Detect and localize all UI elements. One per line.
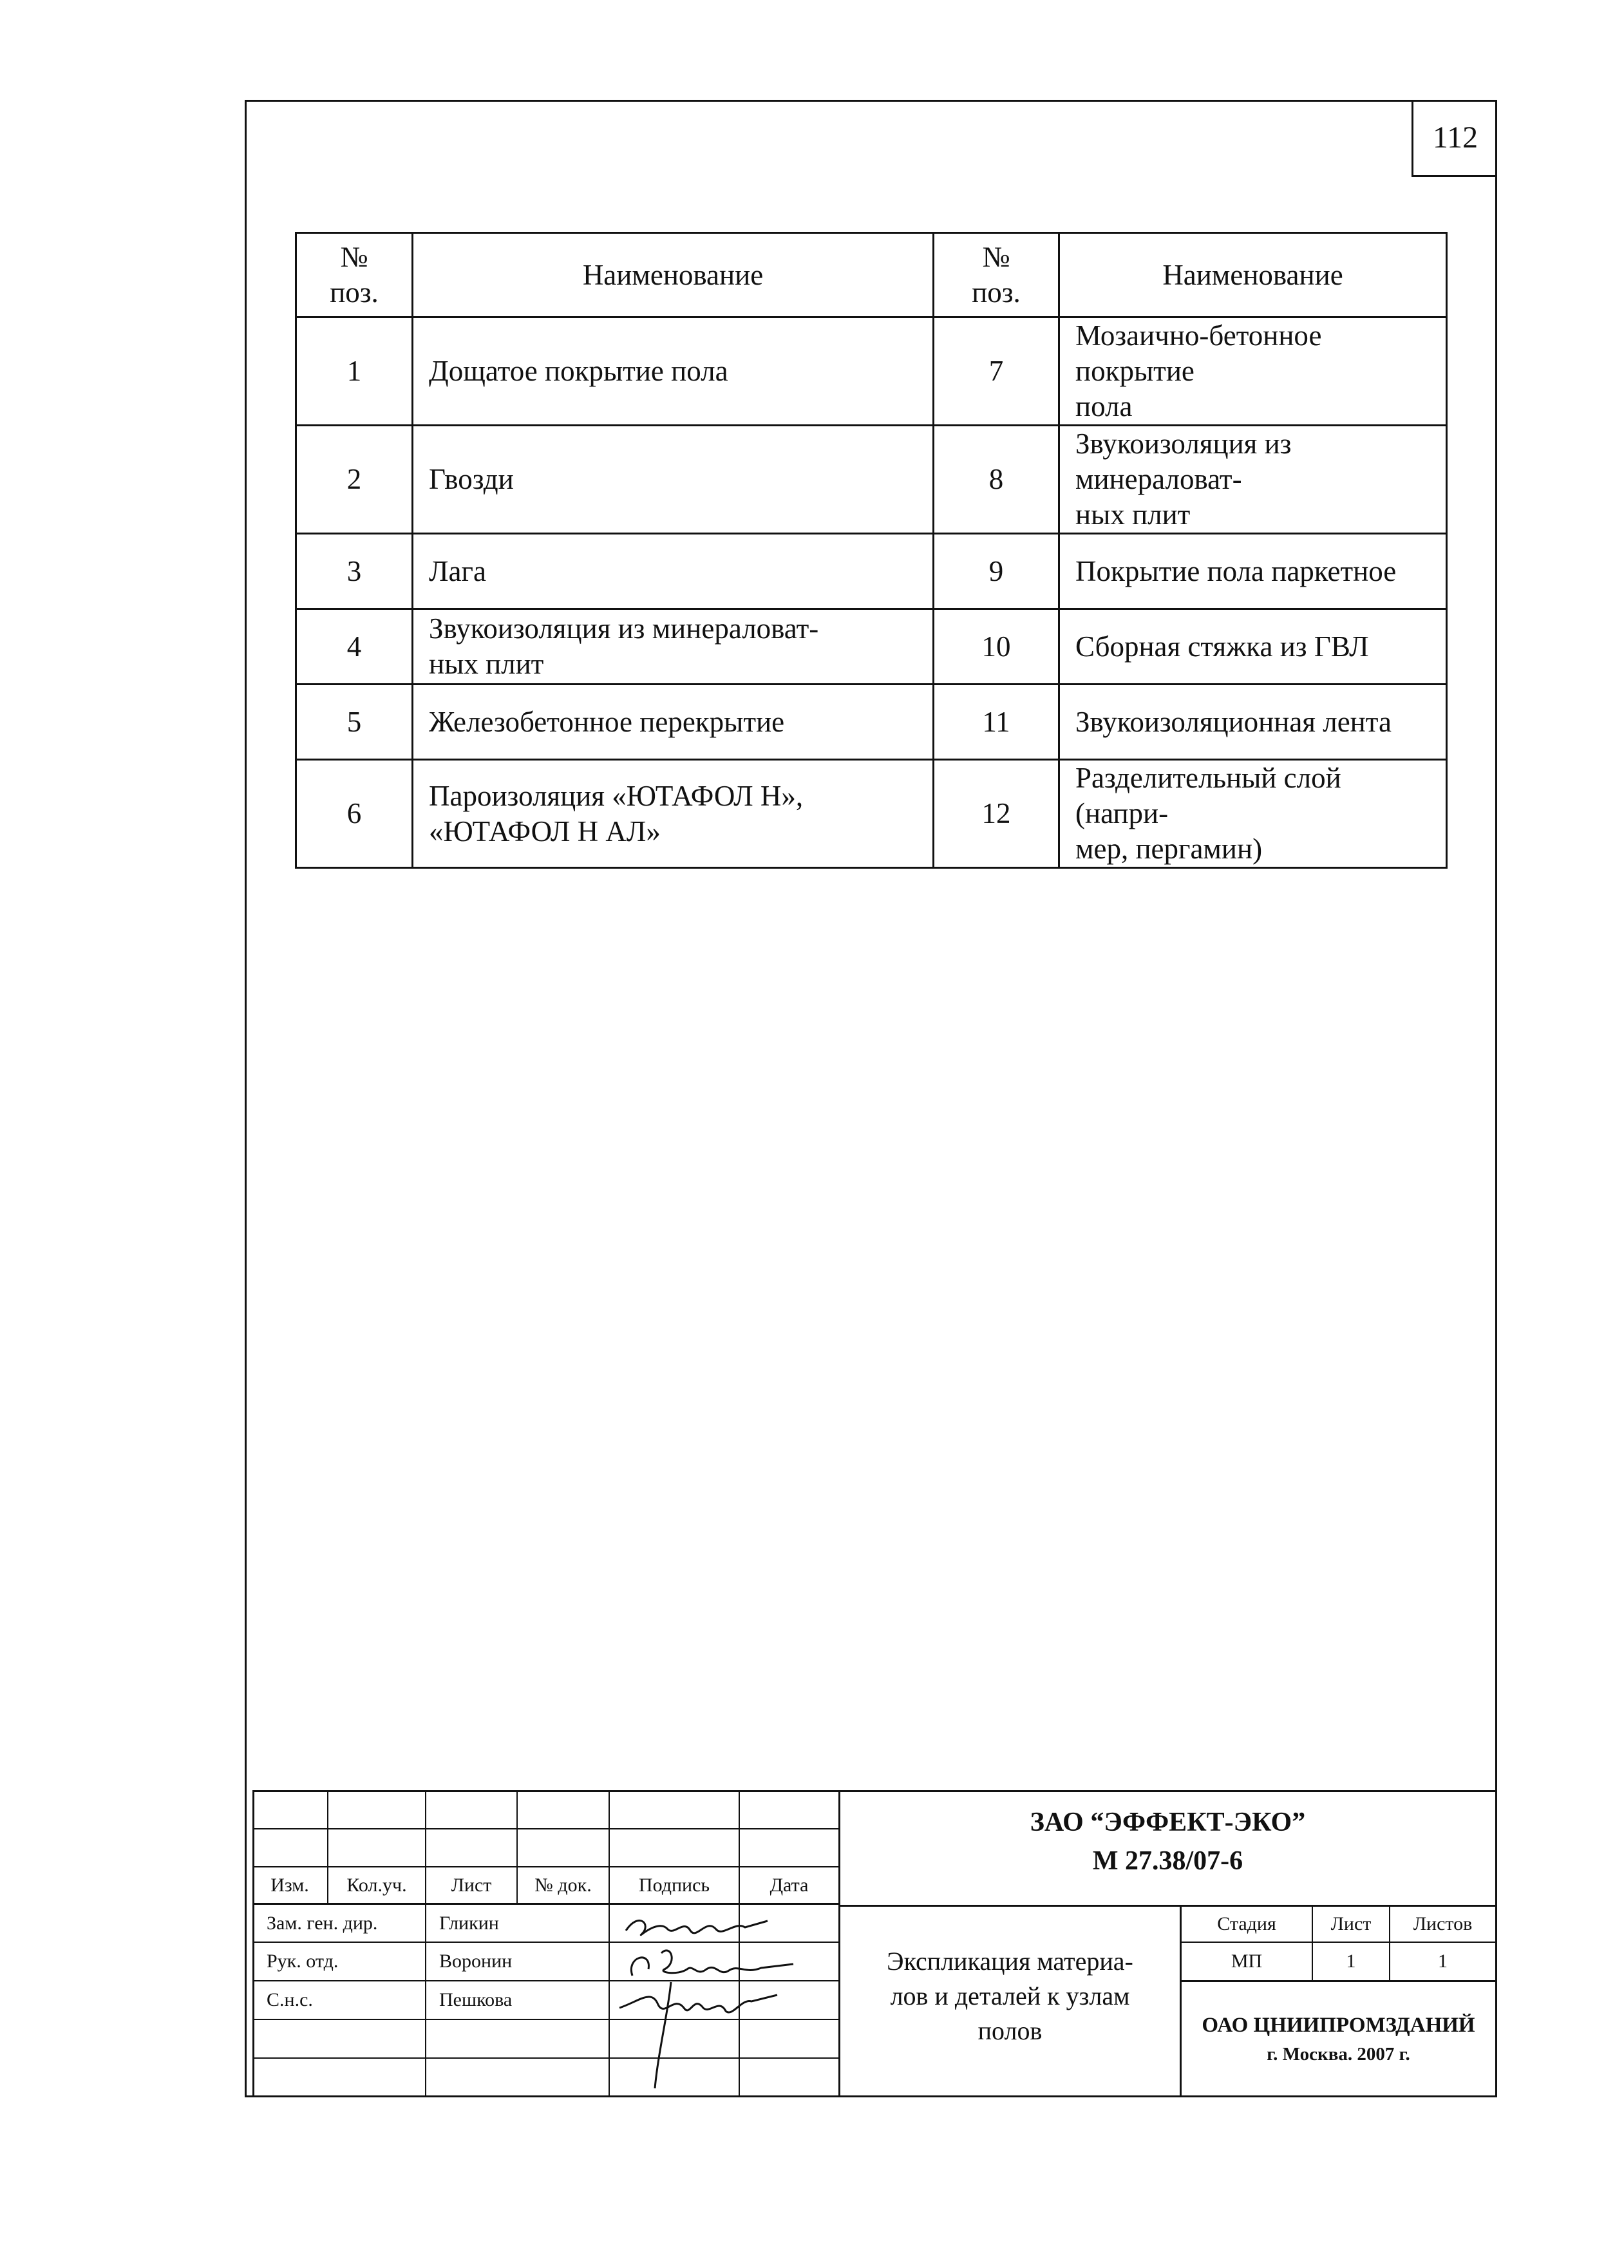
role-1: Зам. ген. дир. xyxy=(267,1912,378,1934)
role-2: Рук. отд. xyxy=(267,1951,339,1972)
col-izm: Изм. xyxy=(270,1874,309,1896)
grid-line xyxy=(1180,1980,1497,1982)
name-2: Воронин xyxy=(439,1951,513,1972)
table-row xyxy=(296,685,1447,760)
name-cell: Лага xyxy=(413,534,934,609)
name-cell: Дощатое покрытие пола xyxy=(413,317,934,426)
document-title: Экспликация материа- лов и деталей к узлам полов xyxy=(887,1947,1133,2045)
pos-cell: 4 xyxy=(296,609,413,685)
stamp-border-top xyxy=(252,1790,1497,1792)
sheet-value: 1 xyxy=(1346,1951,1356,1972)
header-name-right: Наименование xyxy=(1059,233,1447,317)
pos-cell: 10 xyxy=(934,609,1059,685)
table-row xyxy=(296,760,1447,868)
table-row xyxy=(296,426,1447,534)
col-doc-no: № док. xyxy=(534,1874,592,1896)
stage-value: МП xyxy=(1231,1951,1263,1972)
company-name: ЗАО “ЭФФЕКТ-ЭКО” xyxy=(1030,1808,1306,1837)
header-pos-left: № поз. xyxy=(296,233,413,317)
table-row xyxy=(296,534,1447,609)
name-cell: Звукоизоляция из минераловат- ных плит xyxy=(1059,426,1447,534)
pos-cell: 9 xyxy=(934,534,1059,609)
table-header-row xyxy=(296,233,1447,317)
name-cell: Покрытие пола паркетное xyxy=(1059,534,1447,609)
organization-name: ОАО ЦНИИПРОМЗДАНИЙ xyxy=(1202,2013,1475,2037)
header-name-left: Наименование xyxy=(413,233,934,317)
pos-cell: 8 xyxy=(934,426,1059,534)
name-cell: Разделительный слой (напри- мер, пергамин) xyxy=(1059,760,1447,868)
grid-line xyxy=(252,1828,840,1829)
sheets-value: 1 xyxy=(1438,1951,1448,1972)
grid-line xyxy=(425,1790,426,2097)
name-3: Пешкова xyxy=(439,1989,513,2010)
name-cell: Сборная стяжка из ГВЛ xyxy=(1059,609,1447,685)
pos-cell: 12 xyxy=(934,760,1059,868)
stage-label: Стадия xyxy=(1217,1913,1276,1934)
stamp-border-bottom xyxy=(252,2095,1497,2097)
col-podpis: Подпись xyxy=(638,1874,710,1896)
stamp-border-left xyxy=(252,1790,254,2097)
name-cell: Звукоизоляционная лента xyxy=(1059,685,1447,760)
name-cell: Гвозди xyxy=(413,426,934,534)
name-1: Гликин xyxy=(439,1912,499,1934)
title-block xyxy=(252,1790,1497,2097)
header-pos-right: № поз. xyxy=(934,233,1059,317)
name-cell: Мозаично-бетонное покрытие пола xyxy=(1059,317,1447,426)
stamp-border-right xyxy=(1495,1790,1497,2097)
sheets-label: Листов xyxy=(1413,1913,1473,1934)
sheet-label: Лист xyxy=(1330,1913,1372,1934)
pos-cell: 3 xyxy=(296,534,413,609)
pos-cell: 2 xyxy=(296,426,413,534)
col-list: Лист xyxy=(451,1874,492,1896)
role-3: С.н.с. xyxy=(267,1989,313,2010)
col-kol-uch: Кол.уч. xyxy=(346,1874,407,1896)
grid-line xyxy=(609,1790,610,2097)
organization-city: г. Москва. 2007 г. xyxy=(1267,2044,1410,2065)
name-cell: Звукоизоляция из минераловат- ных плит xyxy=(413,609,934,685)
pos-cell: 1 xyxy=(296,317,413,426)
name-cell: Железобетонное перекрытие xyxy=(413,685,934,760)
table-row xyxy=(296,609,1447,685)
pos-cell: 7 xyxy=(934,317,1059,426)
pos-cell: 11 xyxy=(934,685,1059,760)
table-row xyxy=(296,317,1447,426)
signature-graphic xyxy=(613,1905,806,2097)
page-number: 112 xyxy=(1412,100,1497,177)
pos-cell: 5 xyxy=(296,685,413,760)
name-cell: Пароизоляция «ЮТАФОЛ Н», «ЮТАФОЛ Н АЛ» xyxy=(413,760,934,868)
document-code: М 27.38/07-6 xyxy=(1092,1846,1243,1876)
pos-cell: 6 xyxy=(296,760,413,868)
col-data: Дата xyxy=(770,1874,809,1896)
specification-table xyxy=(295,232,1448,869)
